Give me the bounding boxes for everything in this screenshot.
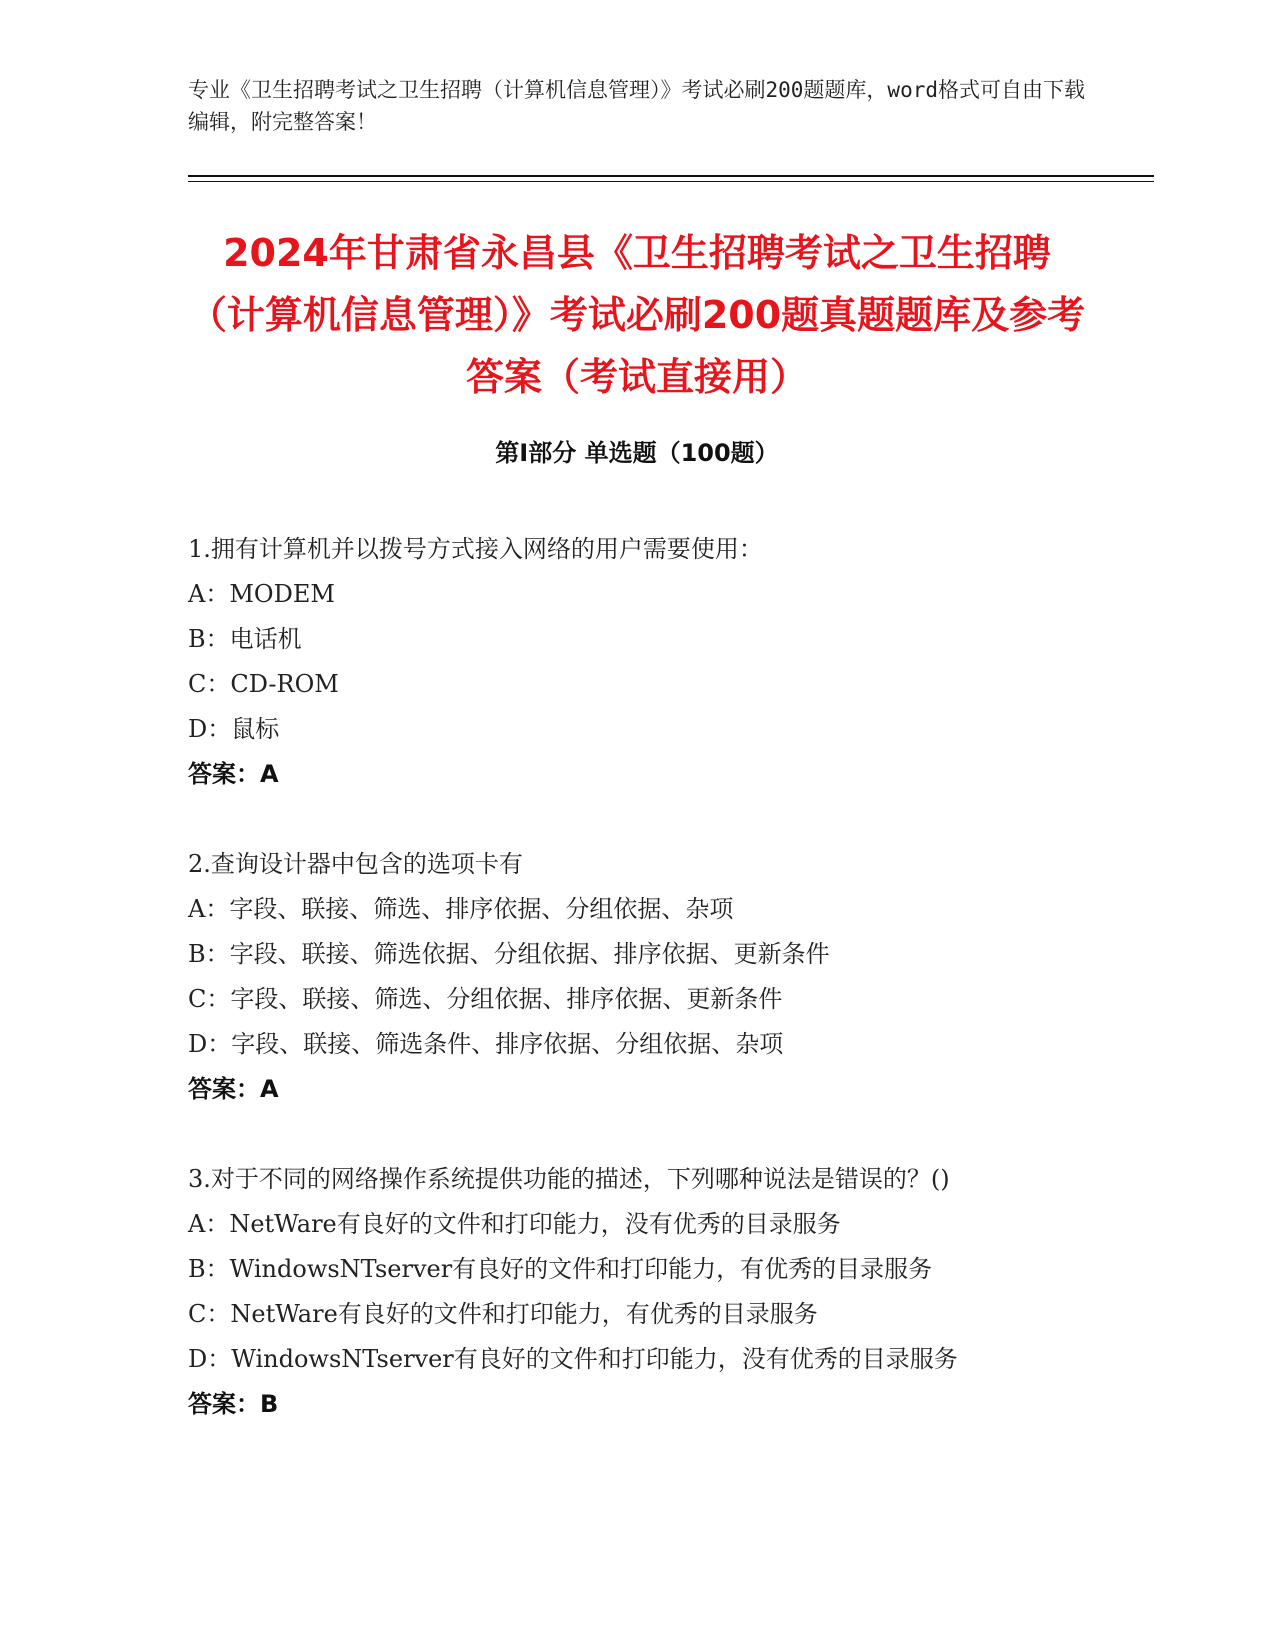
option-a: A：字段、联接、筛选、排序依据、分组依据、杂项 — [188, 895, 734, 923]
question-stem: 1.拥有计算机并以拨号方式接入网络的用户需要使用： — [188, 535, 763, 563]
option-c: C：CD-ROM — [188, 670, 339, 698]
option-a: A：MODEM — [188, 580, 335, 608]
option-c: C：NetWare有良好的文件和打印能力，有优秀的目录服务 — [188, 1300, 818, 1328]
header-note: 专业《卫生招聘考试之卫生招聘（计算机信息管理）》考试必刷200题题库，word格式可自由下载编辑，附完整答案！ — [188, 78, 1085, 134]
option-d: D：字段、联接、筛选条件、排序依据、分组依据、杂项 — [188, 1030, 784, 1058]
question-stem: 2.查询设计器中包含的选项卡有 — [188, 850, 523, 878]
option-b: B：WindowsNTserver有良好的文件和打印能力，有优秀的目录服务 — [188, 1255, 933, 1283]
section-title: 第Ⅰ部分 单选题（100题） — [495, 439, 779, 467]
question-3 — [188, 1157, 1088, 1427]
option-c: C：字段、联接、筛选、分组依据、排序依据、更新条件 — [188, 985, 783, 1013]
question-1 — [188, 527, 1088, 797]
document-title: 2024年甘肃省永昌县《卫生招聘考试之卫生招聘（计算机信息管理）》考试必刷200题真题题库及参考答案（考试直接用） — [188, 231, 1086, 399]
option-a: A：NetWare有良好的文件和打印能力，没有优秀的目录服务 — [188, 1210, 841, 1238]
answer: 答案：A — [188, 1075, 279, 1103]
option-b: B：字段、联接、筛选依据、分组依据、排序依据、更新条件 — [188, 940, 830, 968]
option-b: B：电话机 — [188, 625, 302, 653]
header-rule-thin — [188, 181, 1154, 182]
option-d: D：鼠标 — [188, 715, 280, 743]
question-2 — [188, 842, 1088, 1112]
header-rule-thick — [188, 175, 1154, 177]
answer: 答案：A — [188, 760, 279, 788]
answer: 答案：B — [188, 1390, 279, 1418]
question-list — [188, 527, 1088, 1472]
option-d: D：WindowsNTserver有良好的文件和打印能力，没有优秀的目录服务 — [188, 1345, 958, 1373]
question-stem: 3.对于不同的网络操作系统提供功能的描述，下列哪种说法是错误的？() — [188, 1165, 950, 1193]
